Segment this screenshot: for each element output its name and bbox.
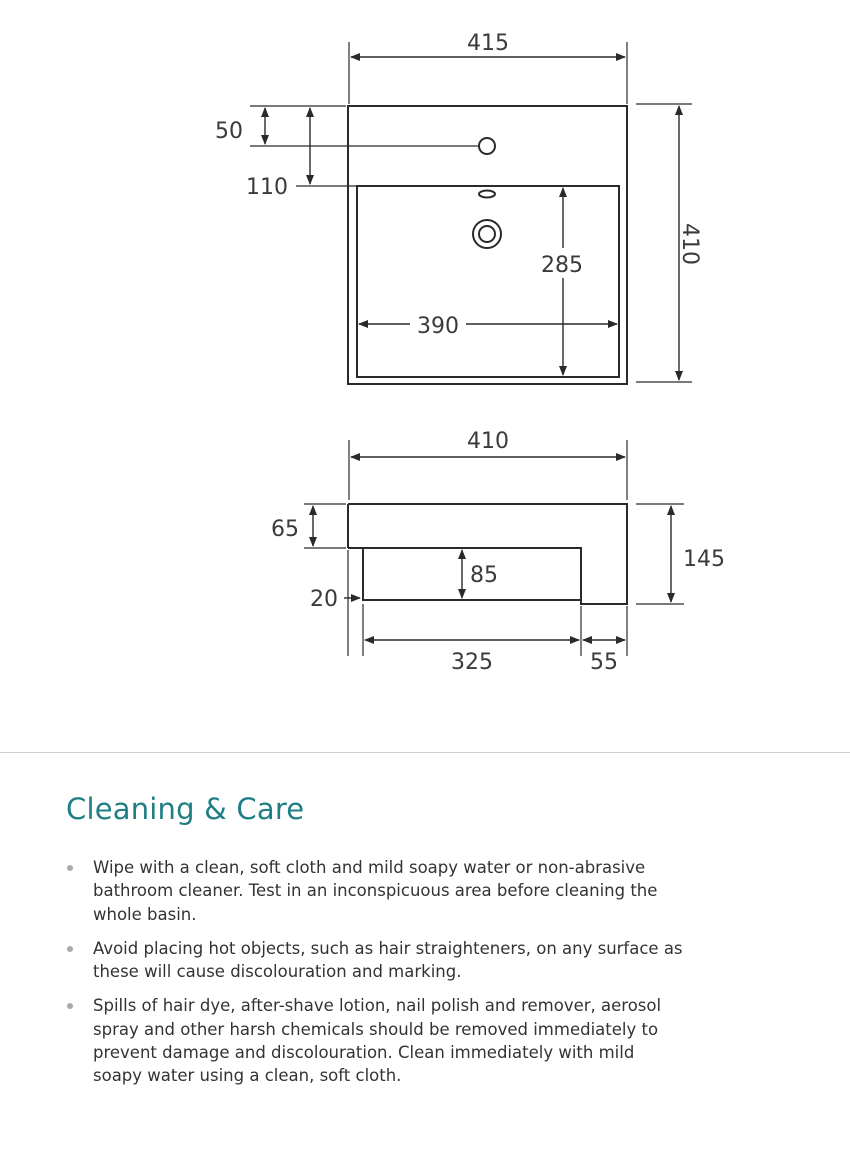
- bullet-icon: [67, 946, 73, 952]
- care-item-text: Spills of hair dye, after-shave lotion, nail polish and remover, aerosol spray and other harsh chemicals should be removed immediately to prevent damage and discolouration. Clean immediately with mild soapy water using a clean, soft cloth.: [93, 996, 662, 1086]
- tap-hole: [479, 138, 495, 154]
- dim-bowl-offset: 110: [246, 175, 288, 200]
- dim-step-width: 55: [590, 650, 618, 675]
- care-item-text: Avoid placing hot objects, such as hair straighteners, on any surface as these will cause discolouration and marking.: [93, 938, 683, 982]
- section-divider: [0, 752, 850, 753]
- side-view: [271, 429, 725, 675]
- basin-side-profile: [348, 504, 627, 604]
- care-item: [66, 856, 686, 926]
- care-heading: Cleaning & Care: [66, 792, 305, 826]
- care-item-text: Wipe with a clean, soft cloth and mild soapy water or non-abrasive bathroom cleaner. Test in an inconspicuous area before cleaning the whole basin.: [93, 858, 658, 924]
- dim-bowl-length: 325: [451, 650, 493, 675]
- basin-outer-outline: [348, 106, 627, 384]
- dim-overall-depth: 410: [677, 223, 702, 265]
- dim-bowl-height: 85: [470, 563, 498, 588]
- dim-bowl-width: 390: [417, 314, 459, 339]
- waste-outer: [473, 220, 501, 248]
- care-list: [66, 856, 686, 1099]
- bullet-icon: [67, 865, 73, 871]
- dim-overall-width: 415: [467, 31, 509, 56]
- waste-inner: [479, 226, 495, 242]
- bullet-icon: [67, 1003, 73, 1009]
- dim-rim-thickness: 65: [271, 517, 299, 542]
- dim-tap-hole-offset: 50: [215, 119, 243, 144]
- plan-view: [215, 31, 702, 384]
- dim-overall-height: 145: [683, 547, 725, 572]
- care-item: [66, 994, 686, 1087]
- dim-bowl-depth: 285: [541, 253, 583, 278]
- dim-wall-thickness: 20: [310, 587, 338, 612]
- bowl-outline: [357, 186, 619, 377]
- dim-side-overall-width: 410: [467, 429, 509, 454]
- care-item: [66, 937, 686, 984]
- overflow-slot: [479, 191, 495, 198]
